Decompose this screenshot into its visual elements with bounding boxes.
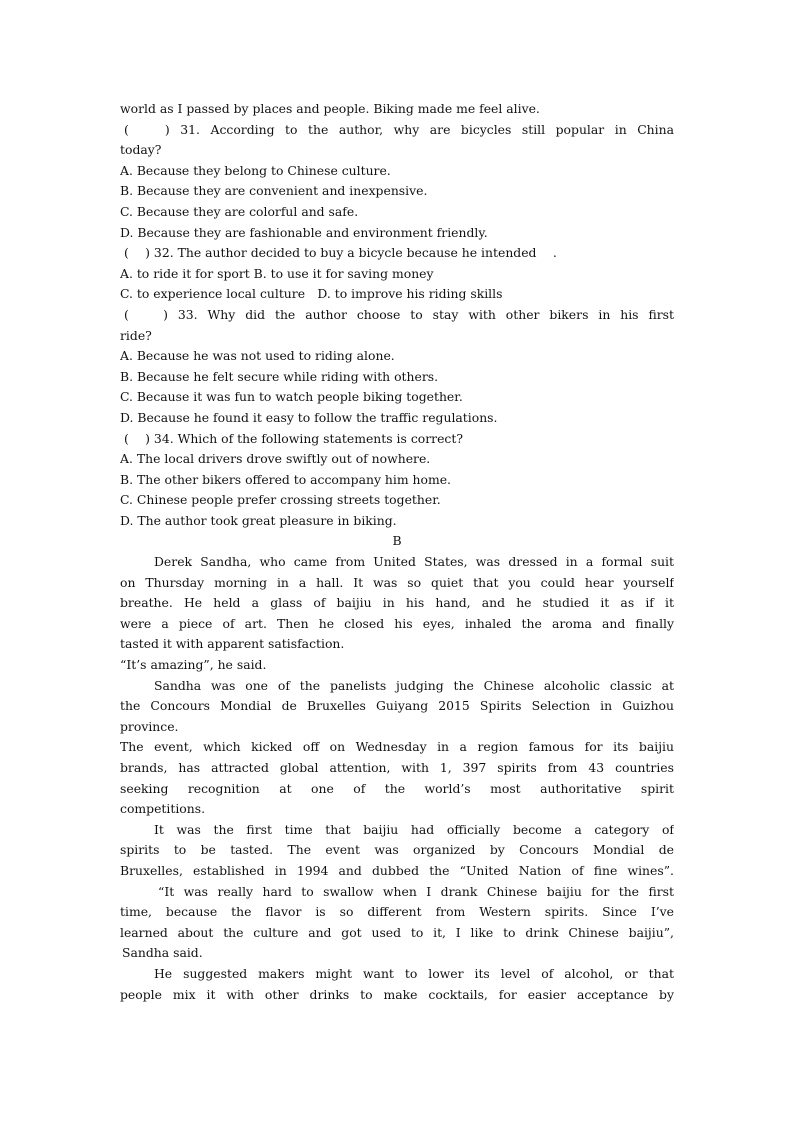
passage-b-line: the Concours Mondial de Bruxelles Guiyang 2015 Spirits Selection in Guizhou xyxy=(120,698,674,714)
passage-b-line: “It was really hard to swallow when I drank Chinese baijiu for the first xyxy=(158,883,674,899)
passage-b-line: tasted it with apparent satisfaction. xyxy=(120,636,345,652)
question-31-stem: ( ) 31. According to the author, why are bicycles still popular in China xyxy=(124,121,674,137)
question-33-option-b: B. Because he felt secure while riding with others. xyxy=(120,368,439,384)
passage-a-last-line: world as I passed by places and people. Biking made me feel alive. xyxy=(120,101,540,116)
passage-b-line: breathe. He held a glass of baijiu in his hand, and he studied it as if it xyxy=(120,595,674,611)
question-32-option-cd: C. to experience local culture D. to improve his riding skills xyxy=(120,286,503,302)
passage-b-line: province. xyxy=(120,718,179,734)
passage-b-line: Derek Sandha, who came from United States, was dressed in a formal suit xyxy=(154,554,674,570)
passage-b-line: on Thursday morning in a hall. It was so quiet that you could hear yourself xyxy=(120,574,674,590)
question-32-option-ab: A. to ride it for sport B. to use it for saving money xyxy=(120,265,434,281)
question-34-stem: ( ) 34. Which of the following statements is correct? xyxy=(124,430,463,446)
passage-b-line: It was the first time that baijiu had officially become a category of xyxy=(154,821,674,837)
passage-b-line: The event, which kicked off on Wednesday in a region famous for its baijiu xyxy=(120,739,674,755)
passage-b-line: were a piece of art. Then he closed his eyes, inhaled the aroma and finally xyxy=(120,615,674,631)
section-b-heading: B xyxy=(392,533,402,549)
passage-b-line: Bruxelles, established in 1994 and dubbed the “United Nation of fine wines”. xyxy=(120,862,674,878)
question-31-option-a: A. Because they belong to Chinese culture. xyxy=(120,162,391,178)
question-33-stem-cont: ride? xyxy=(120,327,152,343)
question-31-option-c: C. Because they are colorful and safe. xyxy=(120,203,359,219)
passage-b-line: He suggested makers might want to lower its level of alcohol, or that xyxy=(154,965,674,981)
question-34-option-d: D. The author took great pleasure in biking. xyxy=(120,512,397,528)
question-34-option-b: B. The other bikers offered to accompany him home. xyxy=(120,471,451,487)
question-34-option-c: C. Chinese people prefer crossing streets together. xyxy=(120,492,441,508)
question-33-option-a: A. Because he was not used to riding alone. xyxy=(120,348,395,364)
passage-b-quote-line: “It’s amazing”, he said. xyxy=(120,657,267,673)
passage-b-line: Sandha said. xyxy=(122,945,203,961)
passage-b-line: seeking recognition at one of the world’s most authoritative spirit xyxy=(120,780,674,796)
question-33-option-c: C. Because it was fun to watch people biking together. xyxy=(120,389,463,405)
passage-b-line: Sandha was one of the panelists judging the Chinese alcoholic classic at xyxy=(154,677,674,693)
passage-b-line: learned about the culture and got used to it, I like to drink Chinese baijiu”, xyxy=(120,924,674,940)
passage-b-line: people mix it with other drinks to make cocktails, for easier acceptance by xyxy=(120,986,674,1002)
document-page xyxy=(120,99,674,1005)
passage-b-line: competitions. xyxy=(120,801,206,817)
question-32-stem: ( ) 32. The author decided to buy a bicycle because he intended . xyxy=(124,245,557,261)
question-34-option-a: A. The local drivers drove swiftly out of nowhere. xyxy=(120,451,431,467)
passage-b-line: time, because the flavor is so different from Western spirits. Since I’ve xyxy=(120,904,674,920)
question-31-option-d: D. Because they are fashionable and environment friendly. xyxy=(120,224,488,240)
question-31-option-b: B. Because they are convenient and inexpensive. xyxy=(120,183,428,199)
passage-b-line: brands, has attracted global attention, with 1, 397 spirits from 43 countries xyxy=(120,760,674,775)
passage-b-line: spirits to be tasted. The event was organized by Concours Mondial de xyxy=(120,842,674,858)
question-31-stem-cont: today? xyxy=(120,142,162,158)
question-33-option-d: D. Because he found it easy to follow the traffic regulations. xyxy=(120,409,498,425)
question-33-stem: ( ) 33. Why did the author choose to stay with other bikers in his first xyxy=(124,306,674,322)
